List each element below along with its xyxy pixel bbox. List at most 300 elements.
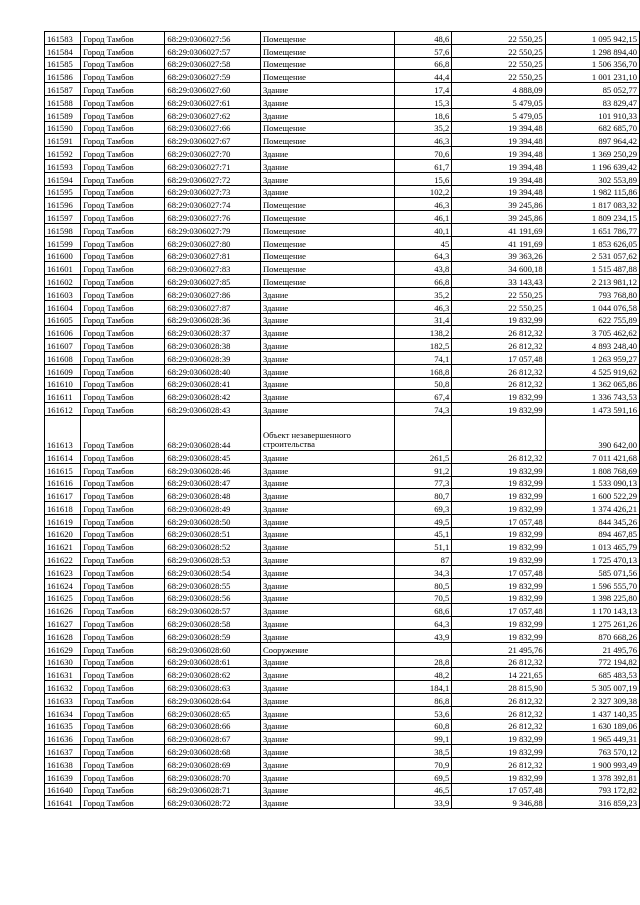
unit-value-cell: 41 191,69 bbox=[452, 223, 545, 236]
object-type-cell: Помещение bbox=[260, 211, 394, 224]
record-id-cell: 161596 bbox=[45, 198, 81, 211]
cadastral-number-cell: 68:29:0306028:60 bbox=[165, 642, 261, 655]
table-row bbox=[45, 32, 640, 45]
area-cell: 44,4 bbox=[394, 70, 452, 83]
record-id-cell: 161599 bbox=[45, 236, 81, 249]
area-cell: 86,8 bbox=[394, 694, 452, 707]
area-cell: 70,5 bbox=[394, 591, 452, 604]
city-cell: Город Тамбов bbox=[81, 211, 165, 224]
record-id-cell: 161601 bbox=[45, 262, 81, 275]
city-cell: Город Тамбов bbox=[81, 326, 165, 339]
object-type-cell: Здание bbox=[260, 364, 394, 377]
cadastral-number-cell: 68:29:0306028:40 bbox=[165, 364, 261, 377]
record-id-cell: 161587 bbox=[45, 83, 81, 96]
unit-value-cell: 19 832,99 bbox=[452, 553, 545, 566]
record-id-cell: 161637 bbox=[45, 745, 81, 758]
city-cell: Город Тамбов bbox=[81, 275, 165, 288]
object-type-cell: Здание bbox=[260, 758, 394, 771]
city-cell: Город Тамбов bbox=[81, 732, 165, 745]
unit-value-cell: 17 057,48 bbox=[452, 604, 545, 617]
table-row bbox=[45, 364, 640, 377]
cadastral-value-cell: 1 013 465,79 bbox=[545, 540, 639, 553]
table-row bbox=[45, 108, 640, 121]
area-cell: 138,2 bbox=[394, 326, 452, 339]
area-cell: 35,2 bbox=[394, 121, 452, 134]
cadastral-number-cell: 68:29:0306027:57 bbox=[165, 44, 261, 57]
city-cell: Город Тамбов bbox=[81, 185, 165, 198]
record-id-cell: 161634 bbox=[45, 706, 81, 719]
cadastral-number-cell: 68:29:0306028:38 bbox=[165, 339, 261, 352]
table-row bbox=[45, 121, 640, 134]
unit-value-cell: 19 832,99 bbox=[452, 540, 545, 553]
object-type-cell: Здание bbox=[260, 287, 394, 300]
record-id-cell: 161639 bbox=[45, 770, 81, 783]
table-row bbox=[45, 463, 640, 476]
area-cell: 51,1 bbox=[394, 540, 452, 553]
record-id-cell: 161616 bbox=[45, 476, 81, 489]
city-cell: Город Тамбов bbox=[81, 450, 165, 463]
unit-value-cell: 22 550,25 bbox=[452, 300, 545, 313]
unit-value-cell: 19 394,48 bbox=[452, 185, 545, 198]
table-row bbox=[45, 172, 640, 185]
table-row bbox=[45, 351, 640, 364]
unit-value-cell: 26 812,32 bbox=[452, 339, 545, 352]
object-type-cell: Здание bbox=[260, 566, 394, 579]
cadastral-number-cell: 68:29:0306027:81 bbox=[165, 249, 261, 262]
object-type-cell: Здание bbox=[260, 476, 394, 489]
city-cell: Город Тамбов bbox=[81, 159, 165, 172]
object-type-cell: Здание bbox=[260, 527, 394, 540]
table-row bbox=[45, 249, 640, 262]
table-row bbox=[45, 134, 640, 147]
cadastral-value-cell: 1 982 115,86 bbox=[545, 185, 639, 198]
object-type-cell: Здание bbox=[260, 706, 394, 719]
record-id-cell: 161584 bbox=[45, 44, 81, 57]
table-row bbox=[45, 313, 640, 326]
unit-value-cell: 26 812,32 bbox=[452, 377, 545, 390]
city-cell: Город Тамбов bbox=[81, 604, 165, 617]
cadastral-number-cell: 68:29:0306028:68 bbox=[165, 745, 261, 758]
unit-value-cell: 5 479,05 bbox=[452, 95, 545, 108]
city-cell: Город Тамбов bbox=[81, 527, 165, 540]
unit-value-cell: 22 550,25 bbox=[452, 32, 545, 45]
table-row bbox=[45, 540, 640, 553]
city-cell: Город Тамбов bbox=[81, 57, 165, 70]
object-type-cell: Здание bbox=[260, 377, 394, 390]
record-id-cell: 161622 bbox=[45, 553, 81, 566]
table-row bbox=[45, 732, 640, 745]
cadastral-number-cell: 68:29:0306028:43 bbox=[165, 403, 261, 416]
record-id-cell: 161632 bbox=[45, 681, 81, 694]
cadastral-number-cell: 68:29:0306028:42 bbox=[165, 390, 261, 403]
cadastral-number-cell: 68:29:0306028:58 bbox=[165, 617, 261, 630]
cadastral-value-cell: 5 305 007,19 bbox=[545, 681, 639, 694]
record-id-cell: 161630 bbox=[45, 655, 81, 668]
unit-value-cell: 19 394,48 bbox=[452, 134, 545, 147]
object-type-cell: Здание bbox=[260, 655, 394, 668]
unit-value-cell: 26 812,32 bbox=[452, 364, 545, 377]
unit-value-cell: 19 832,99 bbox=[452, 578, 545, 591]
unit-value-cell: 19 832,99 bbox=[452, 502, 545, 515]
unit-value-cell: 19 832,99 bbox=[452, 770, 545, 783]
record-id-cell: 161612 bbox=[45, 403, 81, 416]
cadastral-number-cell: 68:29:0306028:49 bbox=[165, 502, 261, 515]
table-row bbox=[45, 57, 640, 70]
table-row bbox=[45, 514, 640, 527]
table-row bbox=[45, 642, 640, 655]
area-cell bbox=[394, 415, 452, 450]
object-type-cell: Здание bbox=[260, 514, 394, 527]
cadastral-number-cell: 68:29:0306028:65 bbox=[165, 706, 261, 719]
cadastral-value-cell: 85 052,77 bbox=[545, 83, 639, 96]
unit-value-cell: 19 832,99 bbox=[452, 463, 545, 476]
object-type-cell: Здание bbox=[260, 95, 394, 108]
record-id-cell: 161620 bbox=[45, 527, 81, 540]
table-row bbox=[45, 147, 640, 160]
cadastral-number-cell: 68:29:0306028:54 bbox=[165, 566, 261, 579]
cadastral-number-cell: 68:29:0306028:39 bbox=[165, 351, 261, 364]
area-cell: 45,1 bbox=[394, 527, 452, 540]
city-cell: Город Тамбов bbox=[81, 642, 165, 655]
unit-value-cell: 17 057,48 bbox=[452, 514, 545, 527]
cadastral-number-cell: 68:29:0306027:72 bbox=[165, 172, 261, 185]
object-type-cell: Помещение bbox=[260, 32, 394, 45]
object-type-cell: Здание bbox=[260, 502, 394, 515]
cadastral-value-cell: 1 600 522,29 bbox=[545, 489, 639, 502]
unit-value-cell: 19 832,99 bbox=[452, 489, 545, 502]
city-cell: Город Тамбов bbox=[81, 783, 165, 796]
record-id-cell: 161594 bbox=[45, 172, 81, 185]
cadastral-value-cell: 1 170 143,13 bbox=[545, 604, 639, 617]
table-row bbox=[45, 262, 640, 275]
cadastral-value-cell: 793 768,80 bbox=[545, 287, 639, 300]
table-row bbox=[45, 377, 640, 390]
unit-value-cell: 22 550,25 bbox=[452, 57, 545, 70]
table-row bbox=[45, 339, 640, 352]
area-cell: 46,3 bbox=[394, 134, 452, 147]
city-cell: Город Тамбов bbox=[81, 706, 165, 719]
record-id-cell: 161606 bbox=[45, 326, 81, 339]
area-cell: 66,8 bbox=[394, 57, 452, 70]
record-id-cell: 161629 bbox=[45, 642, 81, 655]
cadastral-value-cell: 897 964,42 bbox=[545, 134, 639, 147]
city-cell: Город Тамбов bbox=[81, 287, 165, 300]
cadastral-number-cell: 68:29:0306027:59 bbox=[165, 70, 261, 83]
cadastral-value-cell: 302 553,89 bbox=[545, 172, 639, 185]
area-cell: 46,5 bbox=[394, 783, 452, 796]
unit-value-cell: 17 057,48 bbox=[452, 566, 545, 579]
cadastral-value-cell: 1 437 140,35 bbox=[545, 706, 639, 719]
record-id-cell: 161640 bbox=[45, 783, 81, 796]
cadastral-number-cell: 68:29:0306028:67 bbox=[165, 732, 261, 745]
cadastral-number-cell: 68:29:0306028:57 bbox=[165, 604, 261, 617]
city-cell: Город Тамбов bbox=[81, 630, 165, 643]
area-cell: 102,2 bbox=[394, 185, 452, 198]
cadastral-value-cell: 4 893 248,40 bbox=[545, 339, 639, 352]
cadastral-value-cell: 2 327 309,38 bbox=[545, 694, 639, 707]
cadastral-number-cell: 68:29:0306027:56 bbox=[165, 32, 261, 45]
city-cell: Город Тамбов bbox=[81, 198, 165, 211]
record-id-cell: 161626 bbox=[45, 604, 81, 617]
area-cell: 50,8 bbox=[394, 377, 452, 390]
table-row bbox=[45, 630, 640, 643]
unit-value-cell bbox=[452, 415, 545, 450]
area-cell: 33,9 bbox=[394, 796, 452, 809]
cadastral-value-cell: 1 630 189,06 bbox=[545, 719, 639, 732]
area-cell: 74,3 bbox=[394, 403, 452, 416]
city-cell: Город Тамбов bbox=[81, 617, 165, 630]
object-type-cell: Помещение bbox=[260, 44, 394, 57]
area-cell: 46,3 bbox=[394, 198, 452, 211]
cadastral-number-cell: 68:29:0306027:67 bbox=[165, 134, 261, 147]
cadastral-number-cell: 68:29:0306028:48 bbox=[165, 489, 261, 502]
city-cell: Город Тамбов bbox=[81, 313, 165, 326]
table-row bbox=[45, 489, 640, 502]
area-cell: 61,7 bbox=[394, 159, 452, 172]
record-id-cell: 161623 bbox=[45, 566, 81, 579]
area-cell: 45 bbox=[394, 236, 452, 249]
city-cell: Город Тамбов bbox=[81, 339, 165, 352]
unit-value-cell: 19 394,48 bbox=[452, 147, 545, 160]
object-type-cell: Здание bbox=[260, 553, 394, 566]
cadastral-number-cell: 68:29:0306028:55 bbox=[165, 578, 261, 591]
object-type-cell: Помещение bbox=[260, 262, 394, 275]
table-body bbox=[45, 32, 640, 809]
city-cell: Город Тамбов bbox=[81, 147, 165, 160]
cadastral-number-cell: 68:29:0306028:71 bbox=[165, 783, 261, 796]
city-cell: Город Тамбов bbox=[81, 578, 165, 591]
unit-value-cell: 19 832,99 bbox=[452, 630, 545, 643]
record-id-cell: 161595 bbox=[45, 185, 81, 198]
object-type-cell: Здание bbox=[260, 403, 394, 416]
object-type-cell: Помещение bbox=[260, 275, 394, 288]
record-id-cell: 161586 bbox=[45, 70, 81, 83]
city-cell: Город Тамбов bbox=[81, 719, 165, 732]
cadastral-value-cell: 1 374 426,21 bbox=[545, 502, 639, 515]
cadastral-number-cell: 68:29:0306027:58 bbox=[165, 57, 261, 70]
record-id-cell: 161583 bbox=[45, 32, 81, 45]
area-cell: 261,5 bbox=[394, 450, 452, 463]
table-row bbox=[45, 44, 640, 57]
table-row bbox=[45, 655, 640, 668]
cadastral-value-cell: 1 275 261,26 bbox=[545, 617, 639, 630]
cadastral-value-cell: 316 859,23 bbox=[545, 796, 639, 809]
cadastral-value-cell: 1 965 449,31 bbox=[545, 732, 639, 745]
cadastral-number-cell: 68:29:0306028:72 bbox=[165, 796, 261, 809]
object-type-cell: Объект незавершенного строительства bbox=[260, 415, 394, 450]
table-row bbox=[45, 783, 640, 796]
cadastral-number-cell: 68:29:0306027:71 bbox=[165, 159, 261, 172]
cadastral-value-cell: 101 910,33 bbox=[545, 108, 639, 121]
cadastral-value-cell: 1 473 591,16 bbox=[545, 403, 639, 416]
record-id-cell: 161627 bbox=[45, 617, 81, 630]
object-type-cell: Здание bbox=[260, 185, 394, 198]
area-cell: 64,3 bbox=[394, 249, 452, 262]
area-cell: 57,6 bbox=[394, 44, 452, 57]
object-type-cell: Здание bbox=[260, 390, 394, 403]
cadastral-value-cell: 1 336 743,53 bbox=[545, 390, 639, 403]
object-type-cell: Здание bbox=[260, 351, 394, 364]
object-type-cell: Помещение bbox=[260, 134, 394, 147]
cadastral-value-cell: 622 755,89 bbox=[545, 313, 639, 326]
table-row bbox=[45, 719, 640, 732]
area-cell bbox=[394, 642, 452, 655]
object-type-cell: Здание bbox=[260, 681, 394, 694]
unit-value-cell: 34 600,18 bbox=[452, 262, 545, 275]
area-cell: 184,1 bbox=[394, 681, 452, 694]
cadastral-number-cell: 68:29:0306028:59 bbox=[165, 630, 261, 643]
table-row bbox=[45, 796, 640, 809]
area-cell: 99,1 bbox=[394, 732, 452, 745]
record-id-cell: 161618 bbox=[45, 502, 81, 515]
object-type-cell: Здание bbox=[260, 630, 394, 643]
unit-value-cell: 19 394,48 bbox=[452, 172, 545, 185]
unit-value-cell: 26 812,32 bbox=[452, 450, 545, 463]
cadastral-number-cell: 68:29:0306028:50 bbox=[165, 514, 261, 527]
object-type-cell: Здание bbox=[260, 300, 394, 313]
cadastral-value-cell: 585 071,56 bbox=[545, 566, 639, 579]
area-cell: 15,6 bbox=[394, 172, 452, 185]
object-type-cell: Сооружение bbox=[260, 642, 394, 655]
record-id-cell: 161593 bbox=[45, 159, 81, 172]
object-type-cell: Помещение bbox=[260, 121, 394, 134]
area-cell: 80,7 bbox=[394, 489, 452, 502]
table-row bbox=[45, 415, 640, 450]
city-cell: Город Тамбов bbox=[81, 70, 165, 83]
object-type-cell: Здание bbox=[260, 463, 394, 476]
city-cell: Город Тамбов bbox=[81, 591, 165, 604]
table-row bbox=[45, 617, 640, 630]
table-row bbox=[45, 185, 640, 198]
object-type-cell: Помещение bbox=[260, 236, 394, 249]
table-row bbox=[45, 83, 640, 96]
record-id-cell: 161610 bbox=[45, 377, 81, 390]
record-id-cell: 161598 bbox=[45, 223, 81, 236]
cadastral-value-cell: 1 001 231,10 bbox=[545, 70, 639, 83]
table-row bbox=[45, 668, 640, 681]
city-cell: Город Тамбов bbox=[81, 770, 165, 783]
cadastral-number-cell: 68:29:0306028:61 bbox=[165, 655, 261, 668]
unit-value-cell: 19 832,99 bbox=[452, 591, 545, 604]
cadastral-value-cell: 1 596 555,70 bbox=[545, 578, 639, 591]
area-cell: 168,8 bbox=[394, 364, 452, 377]
area-cell: 46,3 bbox=[394, 300, 452, 313]
record-id-cell: 161615 bbox=[45, 463, 81, 476]
table-row bbox=[45, 95, 640, 108]
table-row bbox=[45, 578, 640, 591]
cadastral-value-cell: 83 829,47 bbox=[545, 95, 639, 108]
area-cell: 182,5 bbox=[394, 339, 452, 352]
cadastral-number-cell: 68:29:0306028:69 bbox=[165, 758, 261, 771]
unit-value-cell: 19 832,99 bbox=[452, 732, 545, 745]
object-type-cell: Здание bbox=[260, 83, 394, 96]
cadastral-number-cell: 68:29:0306028:45 bbox=[165, 450, 261, 463]
record-id-cell: 161592 bbox=[45, 147, 81, 160]
record-id-cell: 161619 bbox=[45, 514, 81, 527]
cadastral-value-cell: 1 533 090,13 bbox=[545, 476, 639, 489]
unit-value-cell: 41 191,69 bbox=[452, 236, 545, 249]
table-row bbox=[45, 502, 640, 515]
city-cell: Город Тамбов bbox=[81, 390, 165, 403]
area-cell: 43,9 bbox=[394, 630, 452, 643]
object-type-cell: Здание bbox=[260, 617, 394, 630]
city-cell: Город Тамбов bbox=[81, 415, 165, 450]
area-cell: 48,6 bbox=[394, 32, 452, 45]
object-type-cell: Здание bbox=[260, 172, 394, 185]
object-type-cell: Помещение bbox=[260, 57, 394, 70]
record-id-cell: 161621 bbox=[45, 540, 81, 553]
table-row bbox=[45, 211, 640, 224]
area-cell: 15,3 bbox=[394, 95, 452, 108]
city-cell: Город Тамбов bbox=[81, 796, 165, 809]
table-row bbox=[45, 390, 640, 403]
table-row bbox=[45, 745, 640, 758]
city-cell: Город Тамбов bbox=[81, 681, 165, 694]
city-cell: Город Тамбов bbox=[81, 249, 165, 262]
cadastral-value-cell: 21 495,76 bbox=[545, 642, 639, 655]
area-cell: 49,5 bbox=[394, 514, 452, 527]
table-row bbox=[45, 527, 640, 540]
unit-value-cell: 19 832,99 bbox=[452, 476, 545, 489]
object-type-cell: Здание bbox=[260, 604, 394, 617]
object-type-cell: Помещение bbox=[260, 249, 394, 262]
area-cell: 67,4 bbox=[394, 390, 452, 403]
cadastral-value-cell: 1 817 083,32 bbox=[545, 198, 639, 211]
table-row bbox=[45, 681, 640, 694]
table-row bbox=[45, 287, 640, 300]
city-cell: Город Тамбов bbox=[81, 566, 165, 579]
cadastral-number-cell: 68:29:0306027:60 bbox=[165, 83, 261, 96]
record-id-cell: 161588 bbox=[45, 95, 81, 108]
unit-value-cell: 26 812,32 bbox=[452, 758, 545, 771]
object-type-cell: Здание bbox=[260, 783, 394, 796]
record-id-cell: 161636 bbox=[45, 732, 81, 745]
area-cell: 68,6 bbox=[394, 604, 452, 617]
table-row bbox=[45, 300, 640, 313]
city-cell: Город Тамбов bbox=[81, 134, 165, 147]
object-type-cell: Здание bbox=[260, 313, 394, 326]
area-cell: 74,1 bbox=[394, 351, 452, 364]
area-cell: 70,9 bbox=[394, 758, 452, 771]
table-row bbox=[45, 476, 640, 489]
city-cell: Город Тамбов bbox=[81, 502, 165, 515]
city-cell: Город Тамбов bbox=[81, 514, 165, 527]
object-type-cell: Помещение bbox=[260, 198, 394, 211]
area-cell: 40,1 bbox=[394, 223, 452, 236]
cadastral-number-cell: 68:29:0306028:53 bbox=[165, 553, 261, 566]
city-cell: Город Тамбов bbox=[81, 44, 165, 57]
object-type-cell: Здание bbox=[260, 339, 394, 352]
city-cell: Город Тамбов bbox=[81, 223, 165, 236]
area-cell: 28,8 bbox=[394, 655, 452, 668]
record-id-cell: 161597 bbox=[45, 211, 81, 224]
cadastral-number-cell: 68:29:0306028:36 bbox=[165, 313, 261, 326]
cadastral-number-cell: 68:29:0306028:41 bbox=[165, 377, 261, 390]
cadastral-value-cell: 1 900 993,49 bbox=[545, 758, 639, 771]
area-cell: 35,2 bbox=[394, 287, 452, 300]
area-cell: 53,6 bbox=[394, 706, 452, 719]
city-cell: Город Тамбов bbox=[81, 262, 165, 275]
object-type-cell: Здание bbox=[260, 732, 394, 745]
cadastral-value-cell: 4 525 919,62 bbox=[545, 364, 639, 377]
city-cell: Город Тамбов bbox=[81, 32, 165, 45]
unit-value-cell: 4 888,09 bbox=[452, 83, 545, 96]
city-cell: Город Тамбов bbox=[81, 540, 165, 553]
object-type-cell: Здание bbox=[260, 108, 394, 121]
cadastral-number-cell: 68:29:0306028:52 bbox=[165, 540, 261, 553]
unit-value-cell: 39 363,26 bbox=[452, 249, 545, 262]
city-cell: Город Тамбов bbox=[81, 300, 165, 313]
